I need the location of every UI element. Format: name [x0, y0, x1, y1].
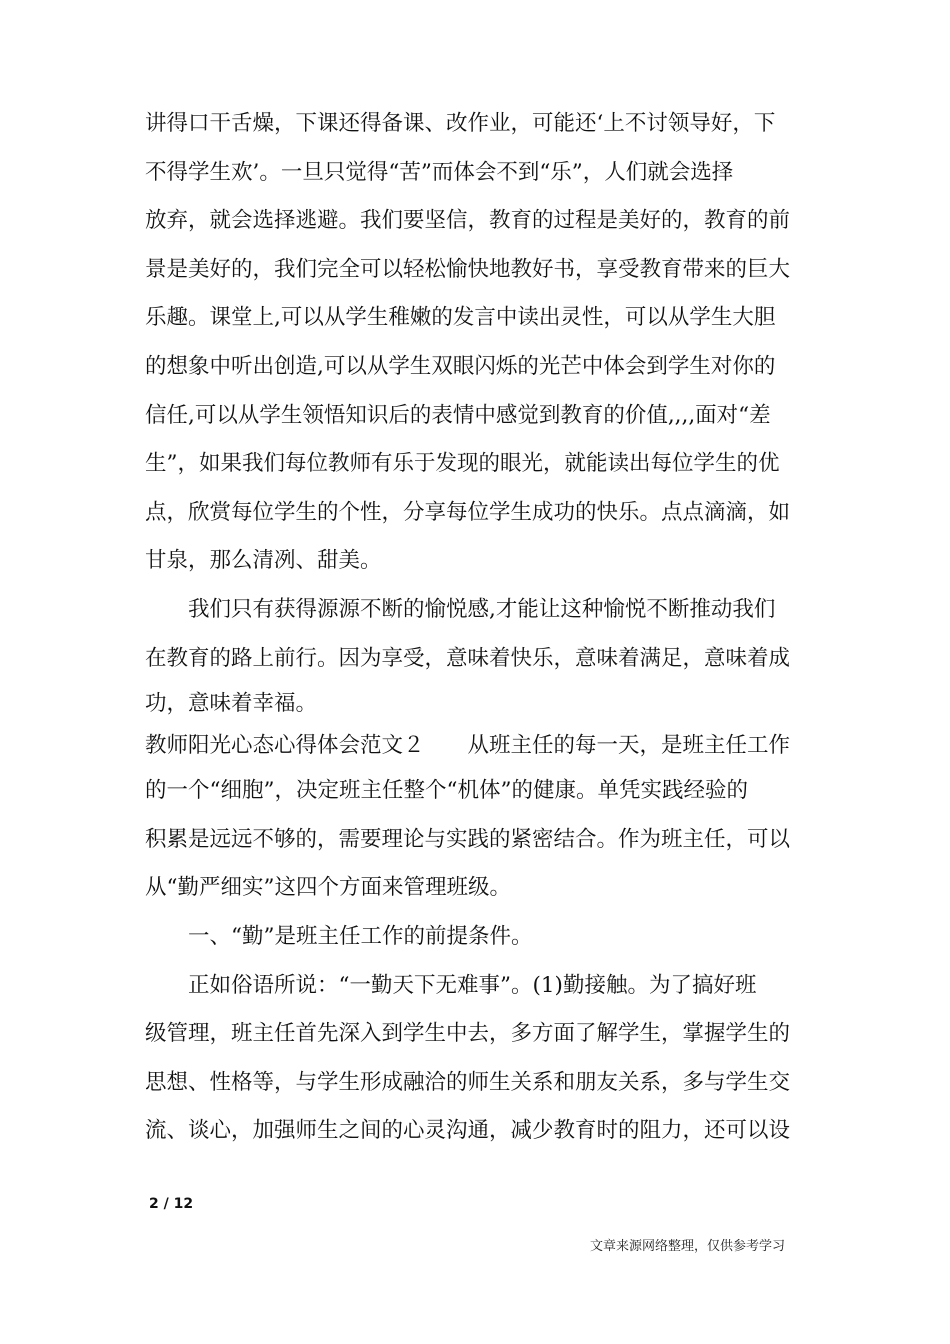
text-line: 级管理，班主任首先深入到学生中去，多方面了解学生，掌握学生的	[145, 1021, 791, 1047]
text-line: 正如俗语所说：“一勤天下无难事”。(1)勤接触。为了搞好班	[145, 972, 757, 998]
text-line: 信任,可以从学生领悟知识后的表情中感觉到教育的价值,,,,面对“差	[145, 402, 771, 428]
text-line: 的想象中听出创造,可以从学生双眼闪烁的光芒中体会到学生对你的	[145, 353, 776, 379]
text-line: 流、谈心，加强师生之间的心灵沟通，减少教育时的阻力，还可以设	[145, 1118, 791, 1144]
text-line: 不得学生欢’。一旦只觉得“苦”而体会不到“乐”，人们就会选择	[145, 159, 734, 185]
text-line: 讲得口干舌燥，下课还得备课、改作业，可能还‘上不讨领导好，下	[145, 111, 776, 136]
text-line: 乐趣。课堂上,可以从学生稚嫩的发言中读出灵性，可以从学生大胆	[145, 305, 776, 331]
text-line: 生”，如果我们每位教师有乐于发现的眼光，就能读出每位学生的优	[145, 451, 780, 477]
page-number: 2 / 12	[149, 1196, 194, 1212]
text-line: 我们只有获得源源不断的愉悦感,才能让这种愉悦不断推动我们	[145, 596, 776, 622]
text-line: 在教育的路上前行。因为享受，意味着快乐，意味着满足，意味着成	[145, 645, 791, 671]
body-text	[145, 100, 825, 1156]
text-line: 从“勤严细实”这四个方面来管理班级。	[145, 875, 511, 901]
text-line: 甘泉，那么清冽、甜美。	[145, 548, 382, 574]
text-line: 景是美好的，我们完全可以轻松愉快地教好书，享受教育带来的巨大	[145, 256, 791, 282]
text-line: 积累是远远不够的，需要理论与实践的紧密结合。作为班主任，可以	[145, 826, 791, 852]
text-line: 点，欣赏每位学生的个性，分享每位学生成功的快乐。点点滴滴，如	[145, 499, 791, 525]
section-heading-line: 教师阳光心态心得体会范文２ 从班主任的每一天，是班主任工作	[145, 733, 791, 759]
text-line: 功，意味着幸福。	[145, 691, 318, 717]
footer-note: 文章来源网络整理，仅供参考学习	[590, 1239, 786, 1254]
text-line: 思想、性格等，与学生形成融洽的师生关系和朋友关系，多与学生交	[145, 1069, 791, 1095]
subheading-line: 一、“勤”是班主任工作的前提条件。	[145, 923, 533, 949]
text-line: 的一个“细胞”，决定班主任整个“机体”的健康。单凭实践经验的	[145, 778, 748, 804]
text-line: 放弃，就会选择逃避。我们要坚信，教育的过程是美好的，教育的前	[145, 208, 791, 234]
